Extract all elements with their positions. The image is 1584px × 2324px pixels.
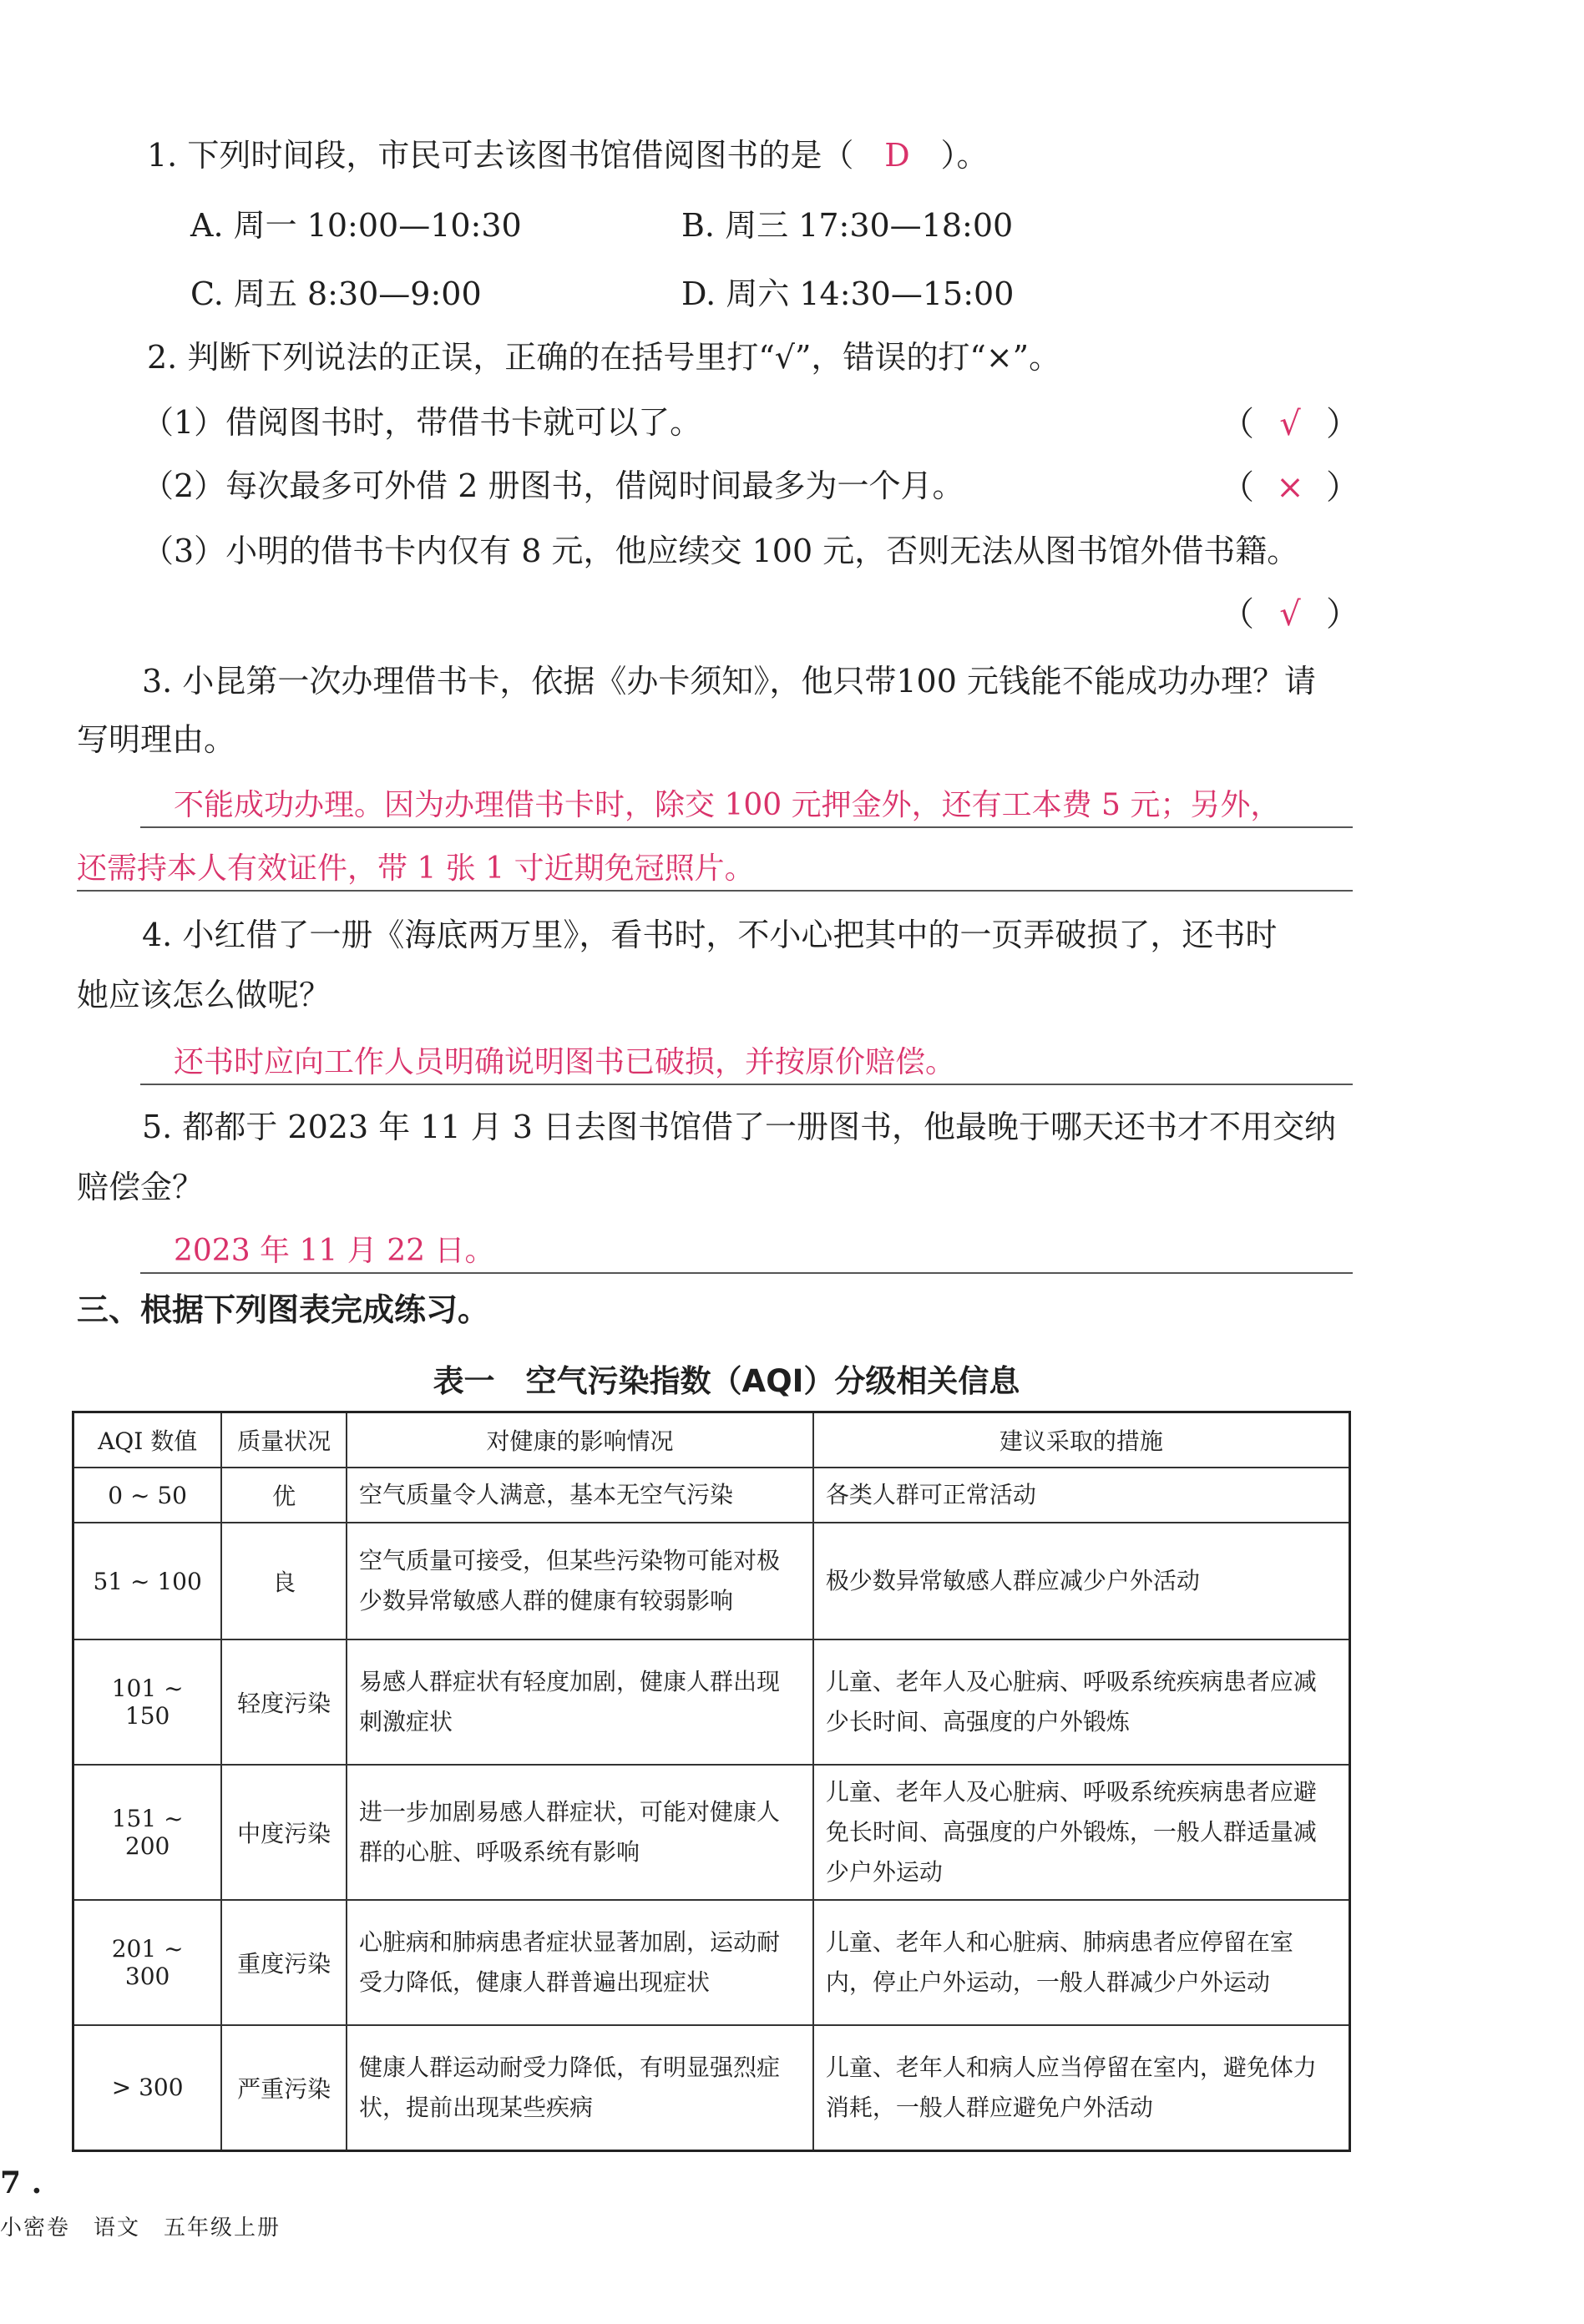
q2-item-1: （1）借阅图书时，带借书卡就可以了。 (142, 404, 702, 441)
header-quality: 质量状况 (221, 1412, 347, 1468)
q3-answer-line2: 还需持本人有效证件，带 1 张 1 寸近期免冠照片。 (77, 848, 1353, 892)
quality-level: 优 (221, 1468, 347, 1523)
q5-answer: 2023 年 11 月 22 日。 (140, 1230, 1353, 1274)
q2-item-2-mark: （ × ） (1221, 468, 1359, 507)
suggested-measures: 各类人群可正常活动 (813, 1468, 1350, 1523)
q1-option-b: B. 周三 17:30—18:00 (681, 207, 1014, 244)
q3-stem-line1: 3. 小昆第一次办理借书卡，依据《办卡须知》，他只带100 元钱能不能成功办理？请 (142, 663, 1316, 700)
q2-item-3-mark: （ √ ） (1221, 595, 1359, 634)
quality-level: 重度污染 (221, 1900, 347, 2025)
table-row (73, 1765, 1350, 1900)
q5-stem-line2: 赔偿金？ (77, 1169, 205, 1205)
suggested-measures: 儿童、老年人及心脏病、呼吸系统疾病患者应避免长时间、高强度的户外锻炼，一般人群适量减少户外运动 (813, 1765, 1350, 1900)
health-impact: 心脏病和肺病患者症状显著加剧，运动耐受力降低，健康人群普遍出现症状 (347, 1900, 813, 2025)
table-caption: 表一 空气污染指数（AQI）分级相关信息 (433, 1363, 1020, 1399)
q2-item-2-answer: × (1276, 468, 1304, 507)
aqi-range: 101 ~ 150 (73, 1639, 222, 1765)
q1-option-a: A. 周一 10:00—10:30 (190, 207, 522, 244)
health-impact: 健康人群运动耐受力降低，有明显强烈症状，提前出现某些疾病 (347, 2025, 813, 2150)
footer-book-title: 小密卷 语文 五年级上册 (0, 2215, 281, 2241)
health-impact: 空气质量令人满意，基本无空气污染 (347, 1468, 813, 1523)
aqi-range: 0 ~ 50 (73, 1468, 222, 1523)
quality-level: 轻度污染 (221, 1639, 347, 1765)
health-impact: 进一步加剧易感人群症状，可能对健康人群的心脏、呼吸系统有影响 (347, 1765, 813, 1900)
q1-option-c: C. 周五 8:30—9:00 (190, 275, 482, 312)
aqi-range: 151 ~ 200 (73, 1765, 222, 1900)
quality-level: 良 (221, 1523, 347, 1639)
suggested-measures: 儿童、老年人和病人应当停留在室内，避免体力消耗，一般人群应避免户外活动 (813, 2025, 1350, 2150)
header-aqi-value: AQI 数值 (73, 1412, 222, 1468)
aqi-range: > 300 (73, 2025, 222, 2150)
page-number: 7 . (0, 2165, 43, 2200)
q1-stem (147, 135, 989, 175)
q2-item-3: （3）小明的借书卡内仅有 8 元，他应续交 100 元，否则无法从图书馆外借书籍。 (142, 533, 1299, 569)
table-row (73, 1900, 1350, 2025)
quality-level: 严重污染 (221, 2025, 347, 2150)
q1-stem-text: 1. 下列时间段，市民可去该图书馆借阅图书的是（ (147, 137, 854, 174)
q2-item-1-mark: （ √ ） (1221, 405, 1359, 443)
table-row (73, 2025, 1350, 2150)
aqi-range: 51 ~ 100 (73, 1523, 222, 1639)
section-3-heading: 三、根据下列图表完成练习。 (77, 1291, 490, 1328)
q1-stem-end: ）。 (940, 137, 989, 174)
q2-item-1-answer: √ (1279, 405, 1301, 443)
q2-stem: 2. 判断下列说法的正误，正确的在括号里打“√”，错误的打“×”。 (147, 339, 1061, 376)
q5-stem-line1: 5. 都都于 2023 年 11 月 3 日去图书馆借了一册图书，他最晚于哪天还书才不用交纳 (142, 1109, 1337, 1145)
header-measures: 建议采取的措施 (813, 1412, 1350, 1468)
aqi-range: 201 ~ 300 (73, 1900, 222, 2025)
aqi-table (72, 1411, 1351, 2152)
q4-stem-line2: 她应该怎么做呢？ (77, 977, 331, 1013)
q4-stem-line1: 4. 小红借了一册《海底两万里》，看书时，不小心把其中的一页弄破损了，还书时 (142, 917, 1278, 953)
q1-answer: D (884, 137, 910, 174)
q3-answer-line1: 不能成功办理。因为办理借书卡时，除交 100 元押金外，还有工本费 5 元；另外， (140, 785, 1353, 828)
suggested-measures: 儿童、老年人及心脏病、呼吸系统疾病患者应减少长时间、高强度的户外锻炼 (813, 1639, 1350, 1765)
health-impact: 空气质量可接受，但某些污染物可能对极少数异常敏感人群的健康有较弱影响 (347, 1523, 813, 1639)
suggested-measures: 儿童、老年人和心脏病、肺病患者应停留在室内，停止户外运动，一般人群减少户外运动 (813, 1900, 1350, 2025)
table-row (73, 1639, 1350, 1765)
q1-option-d: D. 周六 14:30—15:00 (681, 275, 1015, 312)
table-header-row (73, 1412, 1350, 1468)
table-row (73, 1523, 1350, 1639)
table-row (73, 1468, 1350, 1523)
q2-item-3-answer: √ (1279, 595, 1301, 634)
header-health-impact: 对健康的影响情况 (347, 1412, 813, 1468)
q4-answer: 还书时应向工作人员明确说明图书已破损，并按原价赔偿。 (140, 1042, 1353, 1085)
q2-item-2: （2）每次最多可外借 2 册图书，借阅时间最多为一个月。 (142, 467, 964, 504)
suggested-measures: 极少数异常敏感人群应减少户外活动 (813, 1523, 1350, 1639)
quality-level: 中度污染 (221, 1765, 347, 1900)
q3-stem-line2: 写明理由。 (77, 721, 236, 758)
health-impact: 易感人群症状有轻度加剧，健康人群出现刺激症状 (347, 1639, 813, 1765)
